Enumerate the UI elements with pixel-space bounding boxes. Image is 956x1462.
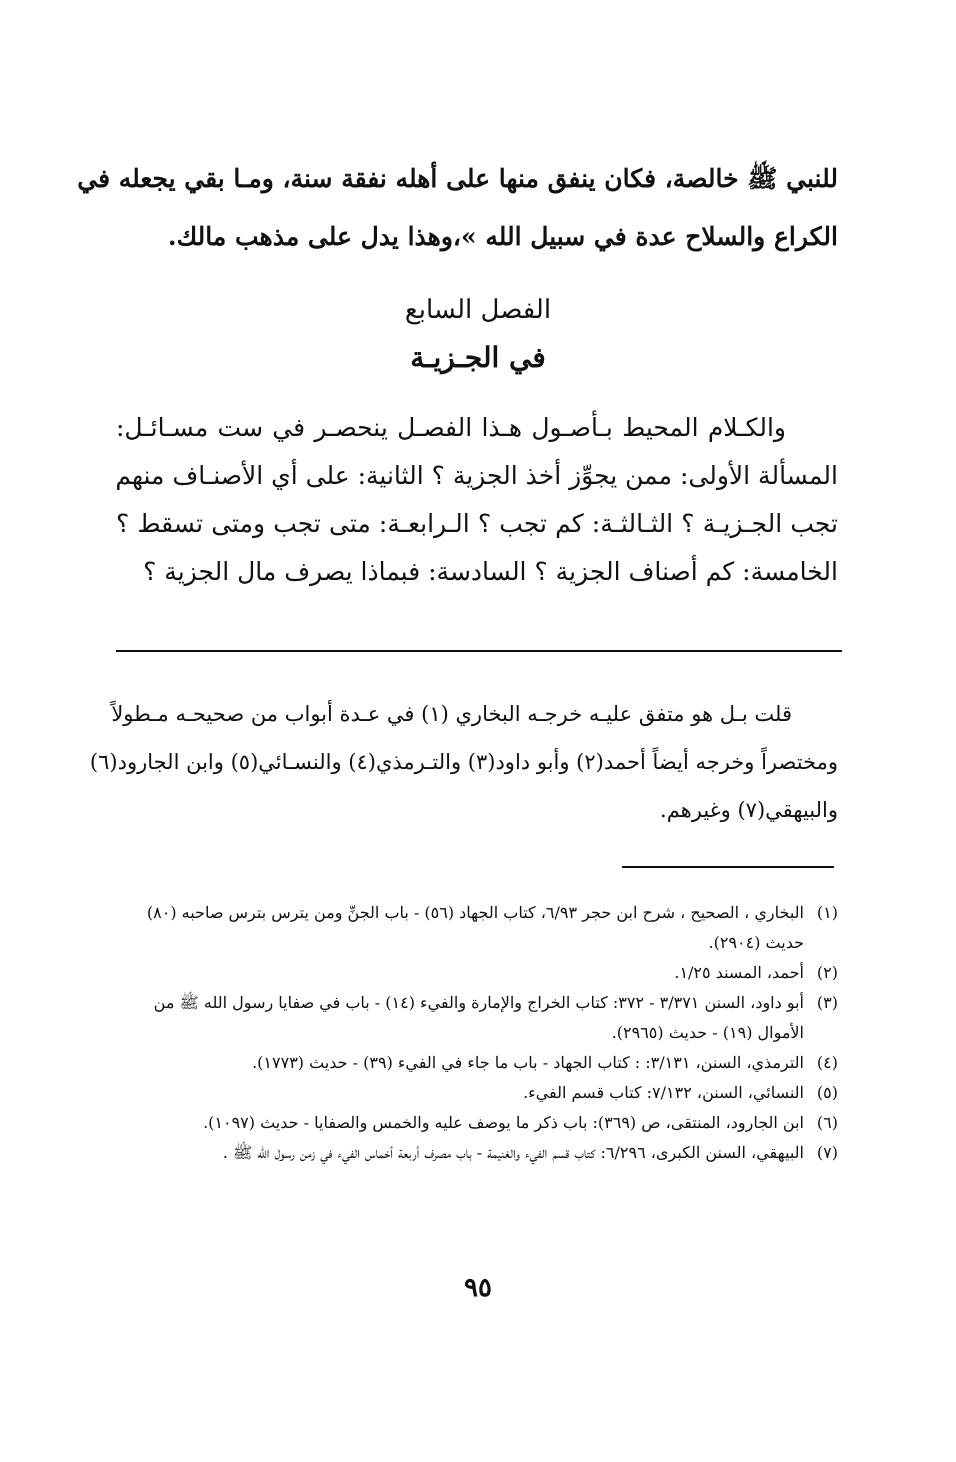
chapter-intro-paragraph [116,404,838,596]
footnote-text: الترمذي، السنن، ٣/١٣١: : كتاب الجهاد - باب ما جاء في الفيء (٣٩) - حديث (١٧٧٣). [252,1053,804,1072]
quote-line-2: الكراع والسلاح عدة في سبيل الله »،وهذا يدل على مذهب مالك. [167,222,838,251]
footnote-3 [116,988,838,1048]
footnote-number: (٦) [816,1113,838,1132]
footnote-1 [116,898,838,958]
editor-note-paragraph [89,690,838,834]
footnote-number: (٥) [816,1083,838,1102]
body-line-2: المسألة الأولى: ممن يجوِّز أخذ الجزية ؟ الثانية: على أي الأصنـاف منهم [115,461,838,490]
chapter-title: في الجـزيـة [410,341,546,374]
footnote-text: البيهقي، السنن الكبرى، ٦/٢٩٦: كتاب قسم الفيء والغنيمة - باب مصرف أربعة أخماس الفيء في زمن رسول الله ﷺ . [222,1143,804,1162]
body-line-4: الخامسة: كم أصناف الجزية ؟ السادسة: فبماذا يصرف مال الجزية ؟ [143,557,838,586]
note-line-1: قلت بـل هو متفق عليـه خرجـه البخاري (١) في عـدة أبواب من صحيحـه مـطولاً [111,702,792,726]
quote-line-1: للنبي ﷺ خالصة، فكان ينفق منها على أهله نفقة سنة، ومـا بقي يجعله في [77,164,838,193]
footnote-text: النسائي، السنن، ٧/١٣٢: كتاب قسم الفيء. [523,1083,804,1102]
footnote-text: أبو داود، السنن ٣/٣٧١ - ٣٧٢: كتاب الخراج والإمارة والفيء (١٤) - باب في صفايا رسول الله ﷺ من الأموال (١٩) - حديث (٢٩٦٥). [153,993,804,1042]
footnote-number: (١) [816,903,838,922]
footnote-text: ابن الجارود، المنتقى، ص (٣٦٩): باب ذكر ما يوصف عليه والخمس والصفايا - حديث (١٠٩٧). [203,1113,804,1132]
chapter-label: الفصل السابع [404,295,552,325]
footnote-number: (٤) [816,1053,838,1072]
footnote-6 [116,1108,838,1138]
footnote-2 [116,958,838,988]
quoted-paragraph [77,150,838,266]
footnote-number: (٣) [816,993,838,1012]
note-line-3: والبيهقي(٧) وغيرهم. [660,798,838,822]
body-line-3: تجب الجـزيـة ؟ الثـالثـة: كم تجب ؟ الـرابعـة: متى تجب ومتى تسقط ؟ [116,509,838,538]
note-line-2: ومختصراً وخرجه أيضاً أحمد(٢) وأبو داود(٣) والتـرمذي(٤) والنسـائي(٥) وابن الجارود(٦) [89,750,838,774]
footnote-separator-rule [622,866,834,868]
footnote-number: (٧) [816,1143,838,1162]
page-number: ٩٥ [464,1273,492,1303]
footnote-7 [116,1138,838,1168]
footnote-5 [116,1078,838,1108]
footnote-text: البخاري ، الصحيح ، شرح ابن حجر ٦/٩٣، كتاب الجهاد (٥٦) - باب الجنِّ ومن يترس بترس صاحبه (٨٠) حديث (٢٩٠٤). [146,903,804,952]
main-separator-rule [116,650,842,652]
footnote-text: أحمد، المسند ١/٢٥. [674,963,804,982]
footnotes-list [116,898,838,1168]
footnote-number: (٢) [816,963,838,982]
body-line-1: والكـلام المحيط بـأصـول هـذا الفصـل ينحصـر في ست مسـائـل: [116,413,786,442]
footnote-4 [116,1048,838,1078]
